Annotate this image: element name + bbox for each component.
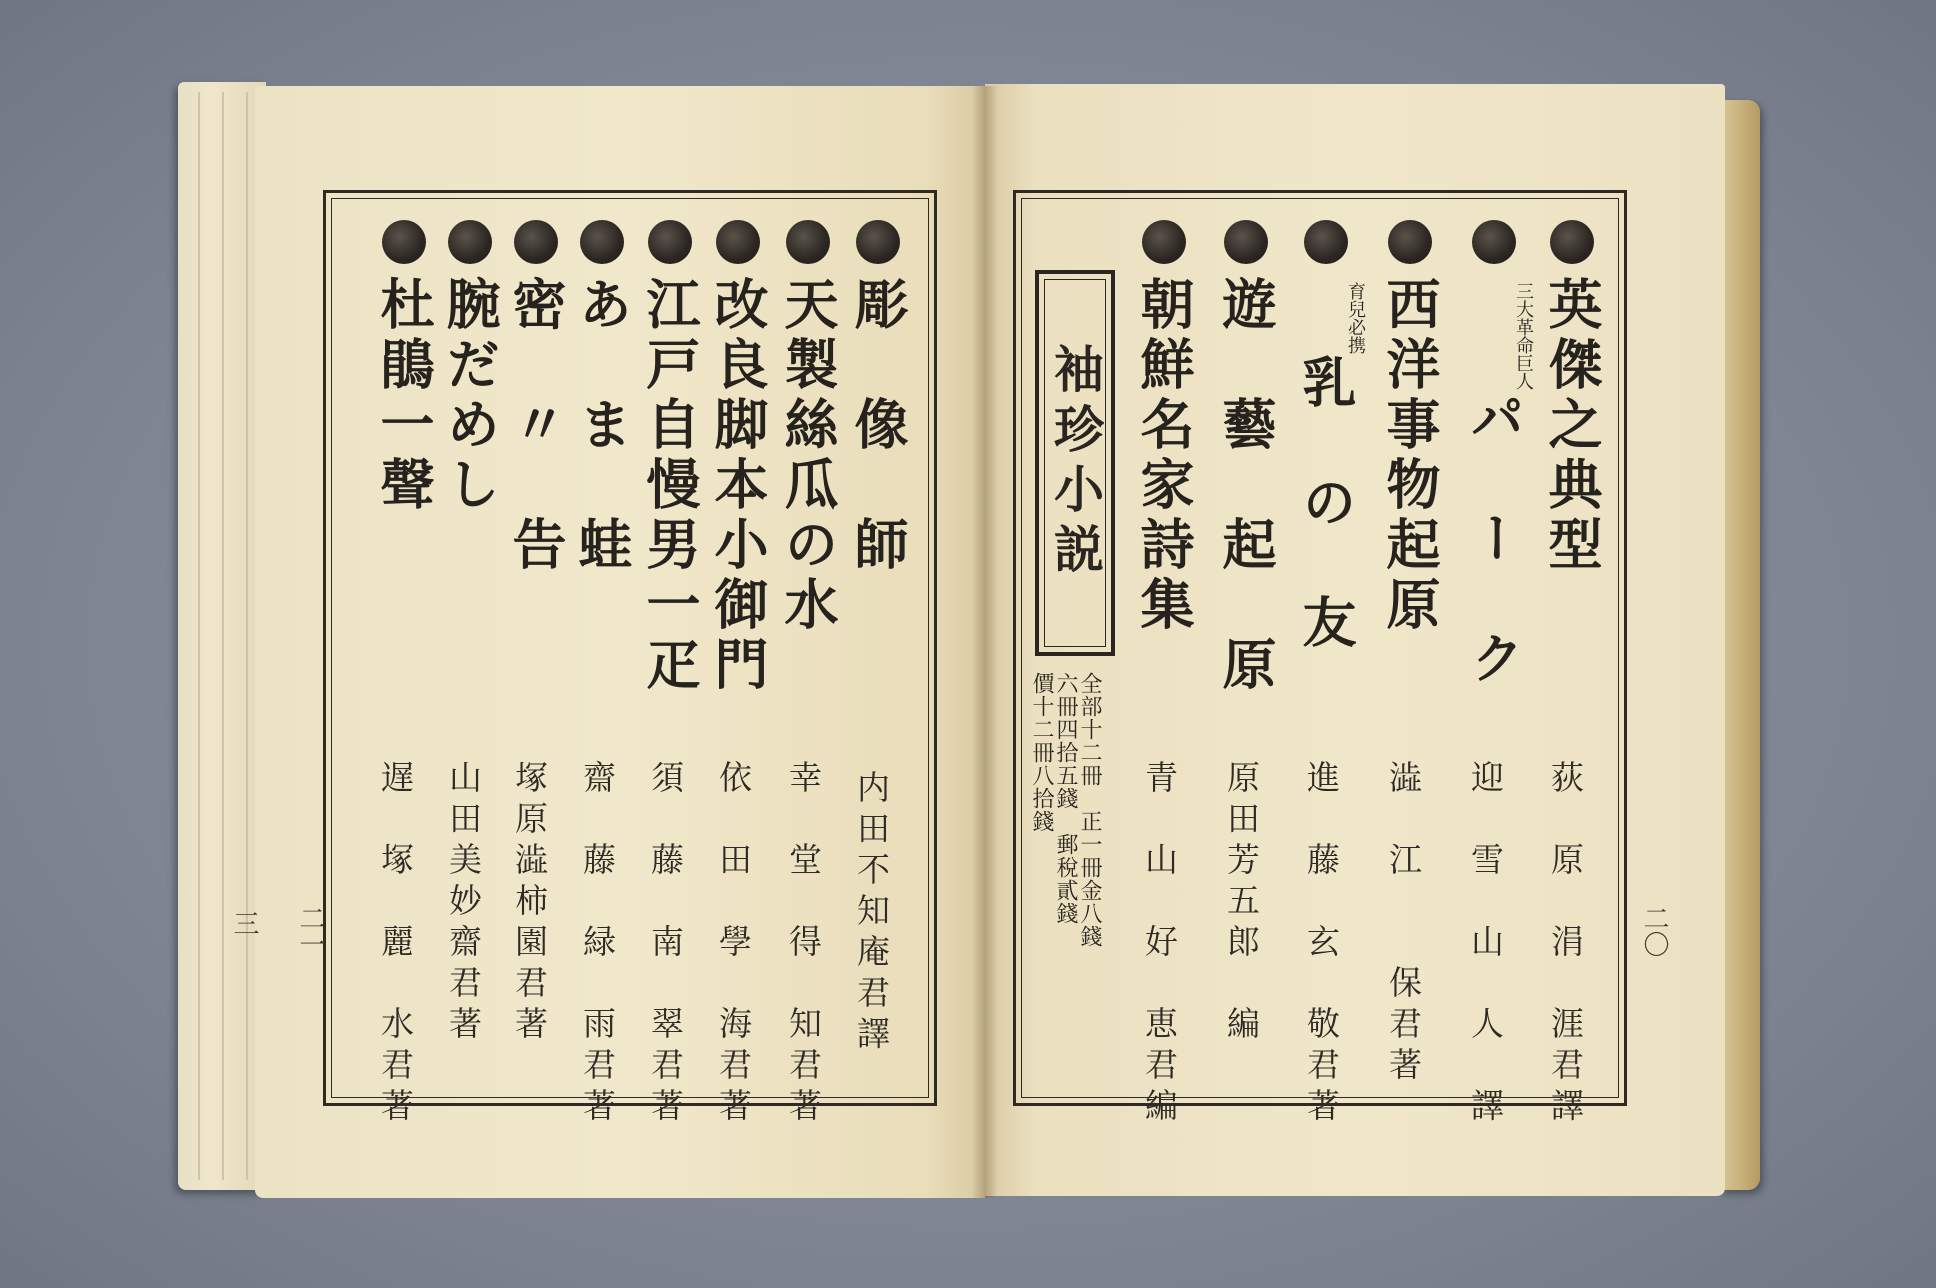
- left-entry-8: [366, 220, 443, 516]
- bullet-icon: [514, 220, 558, 264]
- entry-prefix: 育兒必携: [1345, 282, 1366, 354]
- bullet-icon: [1142, 220, 1186, 264]
- left-author-3: 依 田 學 海君著: [714, 760, 753, 1129]
- right-author-5: 原田芳五郎 編: [1222, 760, 1261, 1047]
- entry-title: 遊 藝 起 原: [1214, 276, 1278, 696]
- left-author-4: 須 藤 南 翠君著: [646, 760, 685, 1129]
- right-author-3: 澁 江 保君著: [1384, 760, 1423, 1088]
- left-author-8: 遅 塚 麗 水君著: [376, 760, 415, 1129]
- price-line-2: 六冊四拾五錢 郵稅貳錢: [1053, 672, 1078, 925]
- series-title: 袖珍小説: [1046, 343, 1105, 583]
- bullet-icon: [1550, 220, 1594, 264]
- right-author-6: 青 山 好 恵君編: [1140, 760, 1179, 1129]
- bullet-icon: [1224, 220, 1268, 264]
- entry-title: 江戸自慢男一疋: [638, 276, 702, 696]
- entry-title: 改良脚本小御門: [706, 276, 770, 696]
- bullet-icon: [648, 220, 692, 264]
- left-entry-7: [432, 220, 509, 516]
- entry-title: 乳 の 友: [1294, 354, 1358, 654]
- entry-title: 杜鵑一聲: [372, 276, 436, 516]
- right-author-2: 迎 雪 山 人 譯: [1466, 760, 1505, 1129]
- left-author-5: 齋 藤 緑 雨君著: [578, 760, 617, 1129]
- left-entry-5: [564, 220, 641, 576]
- bullet-icon: [716, 220, 760, 264]
- entry-title: 英傑之典型: [1540, 276, 1604, 576]
- bullet-icon: [448, 220, 492, 264]
- bullet-icon: [1388, 220, 1432, 264]
- bullet-icon: [1304, 220, 1348, 264]
- entry-title: 天製絲瓜の水: [776, 276, 840, 636]
- right-entry-2: [1456, 220, 1533, 690]
- entry-title: 密 〃 告: [504, 276, 568, 576]
- left-entry-6: [498, 220, 575, 576]
- right-author-1: 荻 原 涓 涯君譯: [1546, 760, 1585, 1129]
- left-entry-1: [840, 220, 917, 576]
- entry-title: 彫 像 師: [846, 276, 910, 576]
- bullet-icon: [856, 220, 900, 264]
- right-entry-6: [1126, 220, 1203, 636]
- bullet-icon: [580, 220, 624, 264]
- left-entry-2: [770, 220, 847, 636]
- right-entry-5: [1208, 220, 1285, 696]
- left-page-stack: [178, 82, 266, 1190]
- right-entry-3: [1372, 220, 1449, 636]
- right-entry-1: [1534, 220, 1611, 576]
- price-line-3: 價十二冊八拾錢: [1029, 672, 1054, 833]
- left-author-1: 内田不知庵君譯: [852, 770, 891, 1057]
- bullet-icon: [786, 220, 830, 264]
- bullet-icon: [382, 220, 426, 264]
- entry-title: あ ま 蛙: [570, 276, 634, 576]
- entry-prefix: 三大革命巨人: [1513, 282, 1534, 390]
- left-author-2: 幸 堂 得 知君著: [784, 760, 823, 1129]
- series-title-box: [1035, 270, 1115, 656]
- entry-title: 西洋事物起原: [1378, 276, 1442, 636]
- price-line-1: 全部十二冊 正一冊金八錢: [1077, 672, 1102, 948]
- left-entry-3: [700, 220, 777, 696]
- left-author-7: 山田美妙齋君著: [444, 760, 483, 1047]
- right-page-number: 二〇: [1639, 905, 1669, 957]
- entry-title: 朝鮮名家詩集: [1132, 276, 1196, 636]
- stack-page-number: 三: [229, 910, 259, 936]
- right-page-stack: [1720, 100, 1760, 1190]
- left-author-6: 塚原澁柿園君著: [510, 760, 549, 1047]
- right-entry-4: [1288, 220, 1365, 654]
- bullet-icon: [1472, 220, 1516, 264]
- left-entry-4: [632, 220, 709, 696]
- left-page-number: 二一: [295, 905, 325, 957]
- entry-title: 腕だめし: [438, 276, 502, 516]
- book-gutter: [972, 86, 998, 1198]
- entry-title: パ ー ク: [1462, 390, 1526, 690]
- right-author-4: 進 藤 玄 敬君著: [1302, 760, 1341, 1129]
